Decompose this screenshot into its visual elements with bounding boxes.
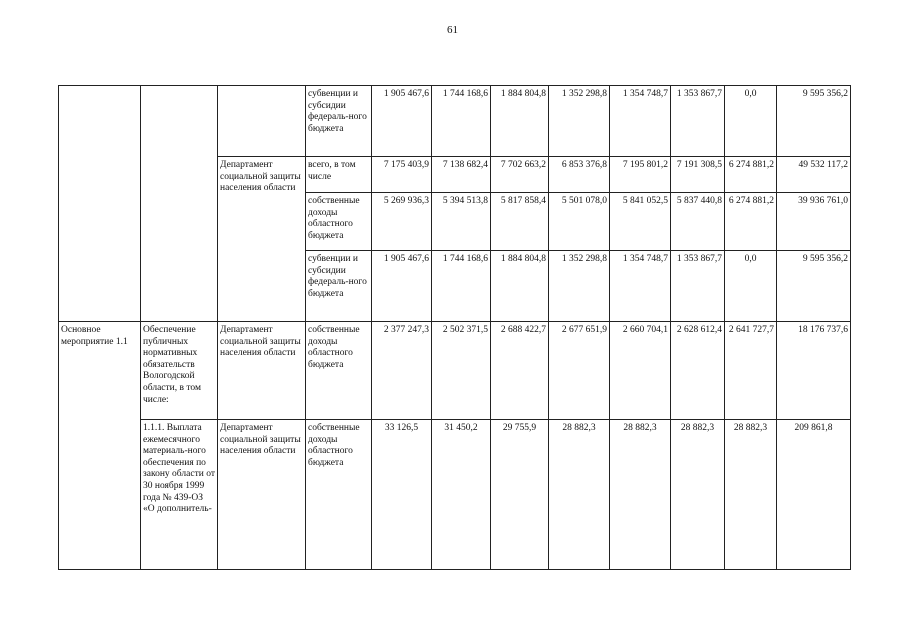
table-row <box>59 322 851 420</box>
total-cell: 209 861,8 <box>777 420 851 570</box>
value-cell: 1 352 298,8 <box>549 251 610 322</box>
page-number: 61 <box>447 24 458 36</box>
source-cell: субвенции и субсидии федераль-ного бюджета <box>306 86 372 157</box>
value-cell: 2 641 727,7 <box>725 322 777 420</box>
value-cell: 1 354 748,7 <box>610 86 671 157</box>
value-cell: 1 353 867,7 <box>671 251 725 322</box>
value-cell: 29 755,9 <box>491 420 549 570</box>
table-row <box>59 420 851 570</box>
dept-cell: Департамент социальной защиты населения области <box>218 157 306 322</box>
value-cell: 1 884 804,8 <box>491 86 549 157</box>
value-cell: 1 905 467,6 <box>372 251 432 322</box>
total-cell: 49 532 117,2 <box>777 157 851 193</box>
value-cell: 28 882,3 <box>549 420 610 570</box>
source-cell: собственные доходы областного бюджета <box>306 420 372 570</box>
value-cell: 7 175 403,9 <box>372 157 432 193</box>
value-cell: 2 688 422,7 <box>491 322 549 420</box>
activity-name-cell: Обеспечение публичных нормативных обязательств Вологодской области, в том числе: <box>141 322 218 420</box>
value-cell: 5 837 440,8 <box>671 193 725 251</box>
dept-cell: Департамент социальной защиты населения области <box>218 322 306 420</box>
total-cell: 18 176 737,6 <box>777 322 851 420</box>
value-cell: 2 660 704,1 <box>610 322 671 420</box>
subitem-cell: 1.1.1. Выплата ежемесячного материаль-ного обеспечения по закону области от 30 ноября 1999 года № 439-ОЗ «О дополнитель- <box>141 420 218 570</box>
value-cell: 31 450,2 <box>432 420 491 570</box>
value-cell: 1 744 168,6 <box>432 251 491 322</box>
value-cell: 5 394 513,8 <box>432 193 491 251</box>
value-cell: 5 501 078,0 <box>549 193 610 251</box>
value-cell: 2 628 612,4 <box>671 322 725 420</box>
source-cell: субвенции и субсидии федераль-ного бюджета <box>306 251 372 322</box>
value-cell: 7 702 663,2 <box>491 157 549 193</box>
value-cell: 28 882,3 <box>725 420 777 570</box>
value-cell: 1 352 298,8 <box>549 86 610 157</box>
source-cell: собственные доходы областного бюджета <box>306 322 372 420</box>
value-cell: 28 882,3 <box>671 420 725 570</box>
value-cell: 6 853 376,8 <box>549 157 610 193</box>
value-cell: 2 377 247,3 <box>372 322 432 420</box>
budget-table <box>58 85 851 570</box>
empty-cell <box>218 86 306 157</box>
value-cell: 6 274 881,2 <box>725 193 777 251</box>
value-cell: 1 884 804,8 <box>491 251 549 322</box>
total-cell: 9 595 356,2 <box>777 251 851 322</box>
value-cell: 2 502 371,5 <box>432 322 491 420</box>
value-cell: 1 744 168,6 <box>432 86 491 157</box>
value-cell: 0,0 <box>725 86 777 157</box>
value-cell: 7 195 801,2 <box>610 157 671 193</box>
value-cell: 28 882,3 <box>610 420 671 570</box>
empty-cell <box>59 86 141 322</box>
value-cell: 5 817 858,4 <box>491 193 549 251</box>
table-row <box>59 86 851 157</box>
value-cell: 5 269 936,3 <box>372 193 432 251</box>
value-cell: 1 905 467,6 <box>372 86 432 157</box>
value-cell: 2 677 651,9 <box>549 322 610 420</box>
source-cell: собственные доходы областного бюджета <box>306 193 372 251</box>
value-cell: 7 191 308,5 <box>671 157 725 193</box>
value-cell: 1 353 867,7 <box>671 86 725 157</box>
value-cell: 7 138 682,4 <box>432 157 491 193</box>
value-cell: 1 354 748,7 <box>610 251 671 322</box>
value-cell: 6 274 881,2 <box>725 157 777 193</box>
value-cell: 5 841 052,5 <box>610 193 671 251</box>
total-cell: 39 936 761,0 <box>777 193 851 251</box>
total-cell: 9 595 356,2 <box>777 86 851 157</box>
empty-cell <box>141 86 218 322</box>
activity-code-cell: Основное мероприятие 1.1 <box>59 322 141 570</box>
value-cell: 0,0 <box>725 251 777 322</box>
dept-cell: Департамент социальной защиты населения области <box>218 420 306 570</box>
source-cell: всего, в том числе <box>306 157 372 193</box>
value-cell: 33 126,5 <box>372 420 432 570</box>
